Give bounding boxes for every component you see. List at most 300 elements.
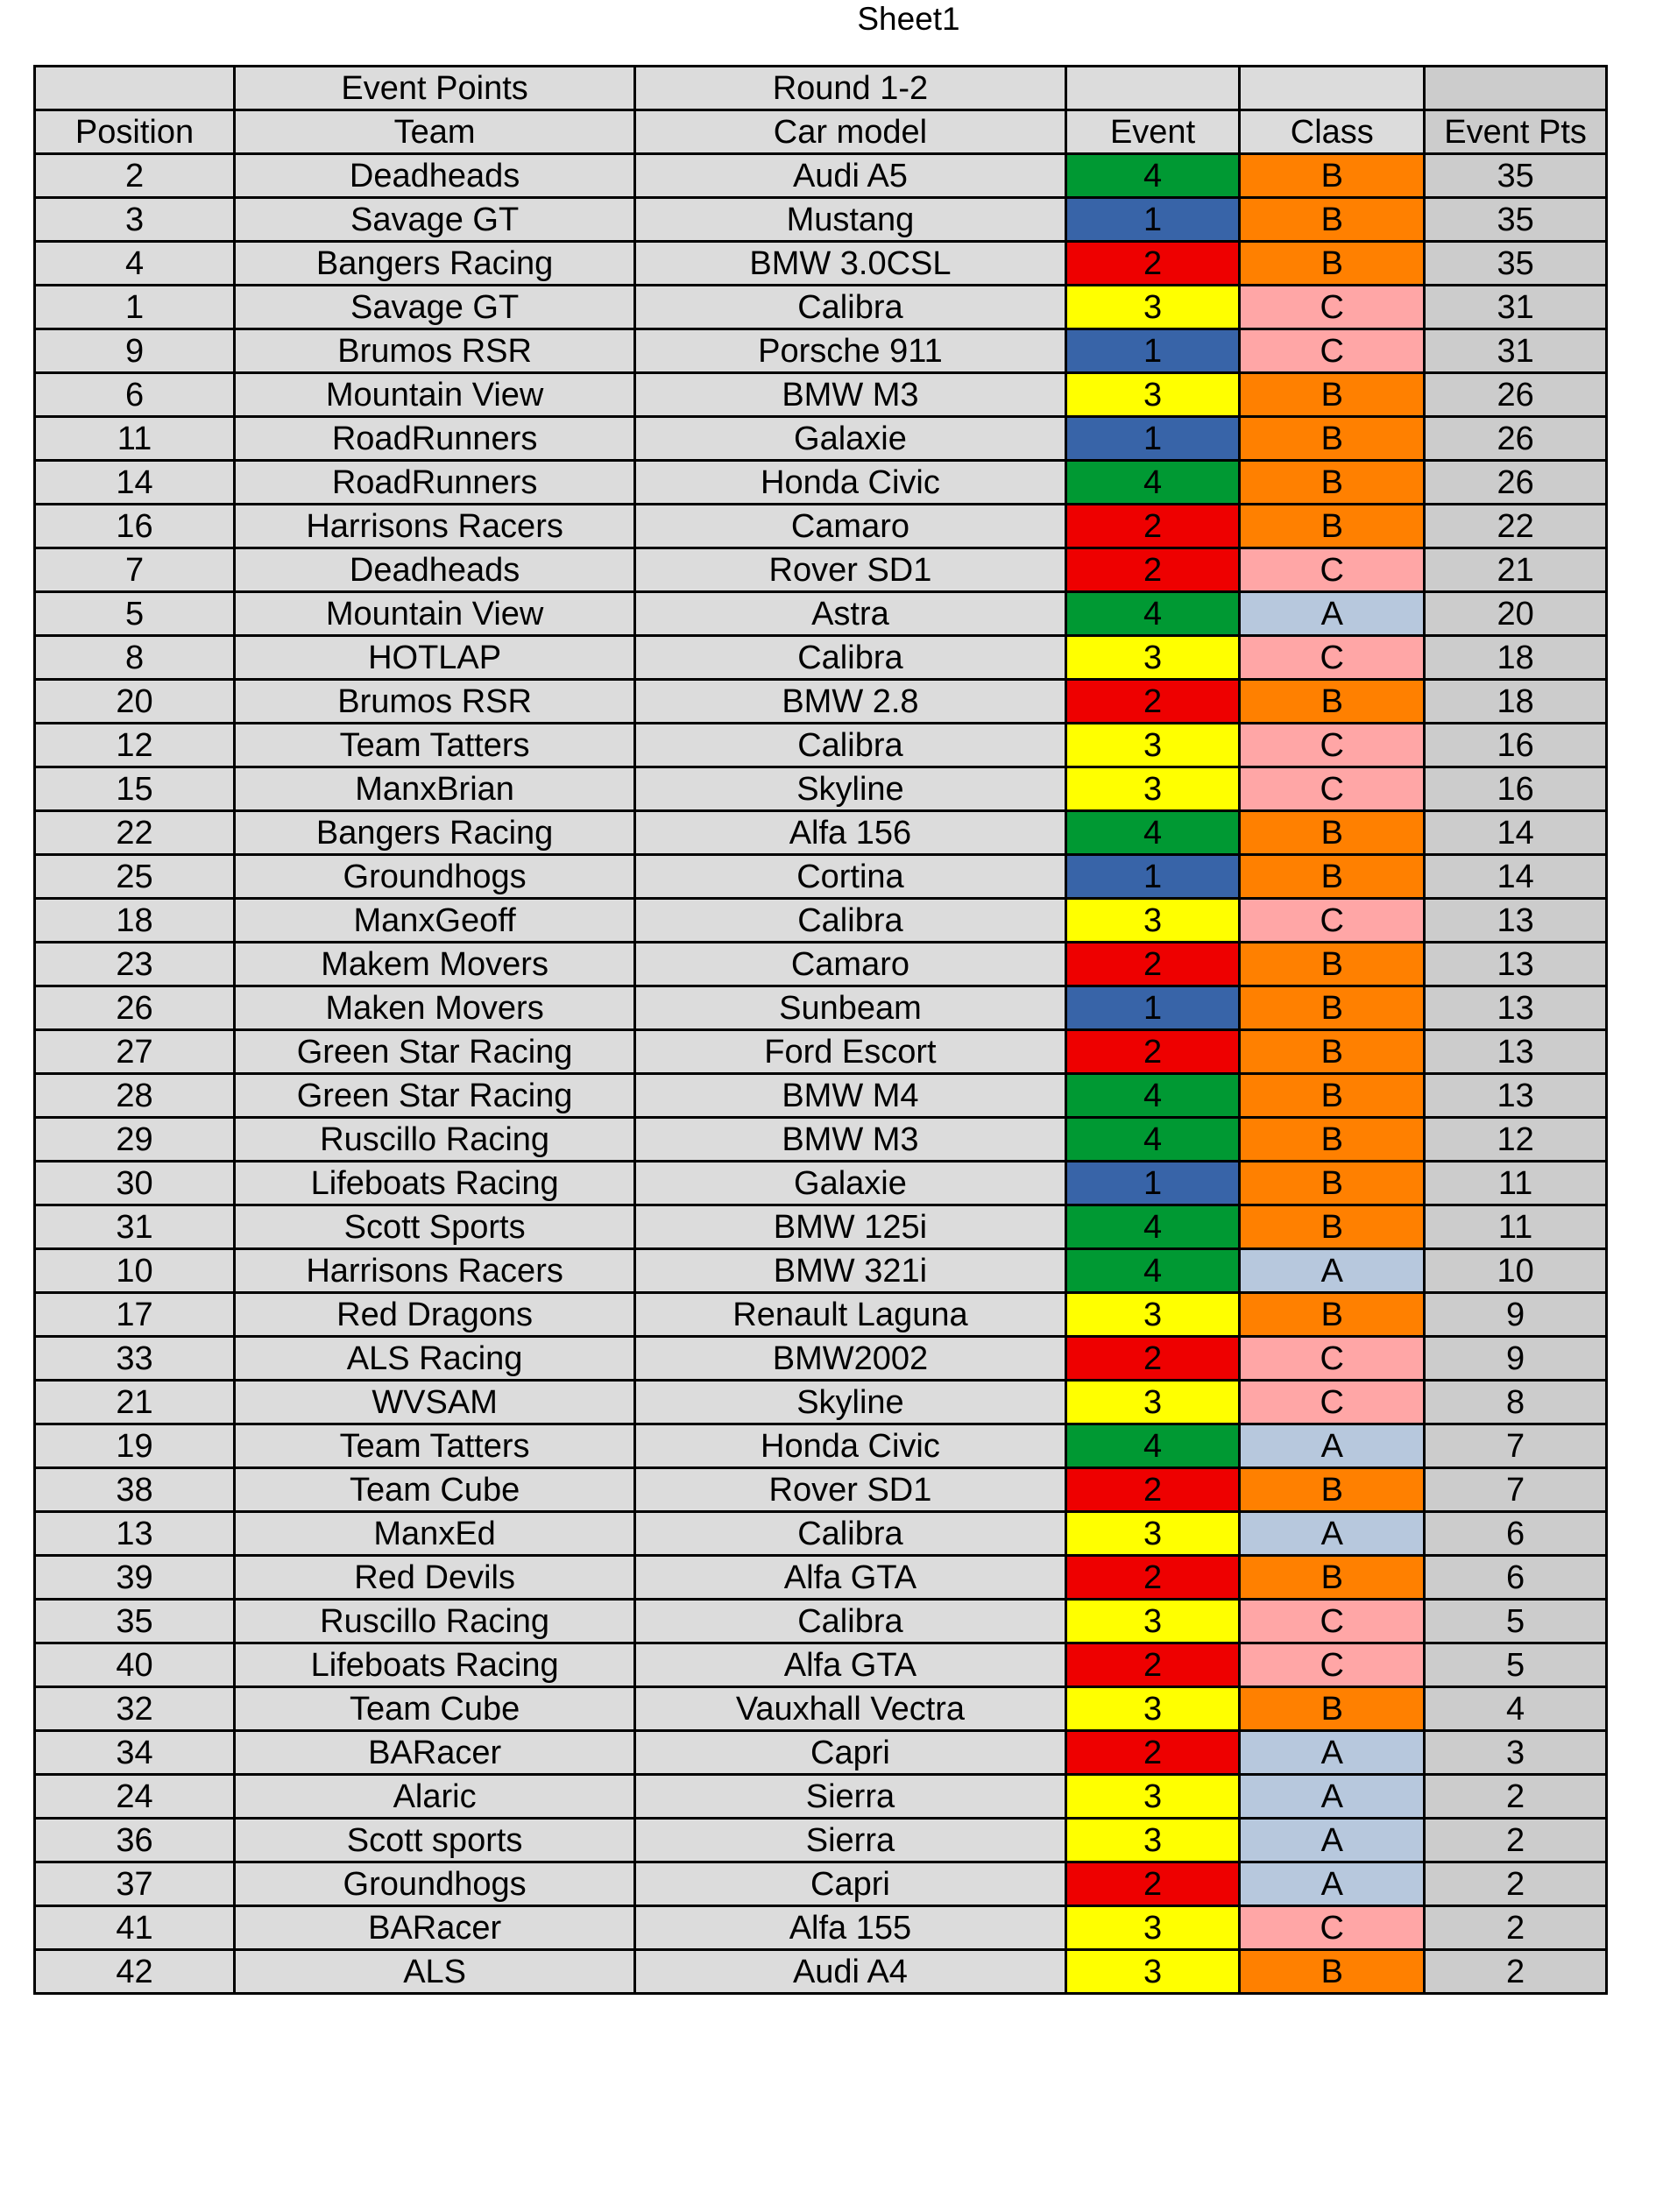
class-cell: A	[1240, 1862, 1425, 1906]
team-cell: ManxEd	[235, 1512, 635, 1556]
position-cell: 24	[35, 1775, 235, 1819]
event-cell: 1	[1065, 198, 1240, 242]
class-cell: B	[1240, 1293, 1425, 1337]
car-model-cell: Skyline	[635, 767, 1066, 811]
table-row	[35, 1118, 1607, 1162]
class-cell: B	[1240, 1118, 1425, 1162]
car-model-cell: Rover SD1	[635, 548, 1066, 592]
position-cell: 31	[35, 1205, 235, 1249]
event-cell: 4	[1065, 1074, 1240, 1118]
header-cell-blank	[35, 67, 235, 110]
car-model-cell: BMW M3	[635, 1118, 1066, 1162]
event-cell: 2	[1065, 548, 1240, 592]
class-cell: B	[1240, 1687, 1425, 1731]
car-model-cell: Porsche 911	[635, 329, 1066, 373]
car-model-cell: Calibra	[635, 724, 1066, 767]
class-cell: C	[1240, 286, 1425, 329]
event-cell: 3	[1065, 1950, 1240, 1994]
car-model-cell: Camaro	[635, 505, 1066, 548]
event-pts-cell: 35	[1425, 242, 1607, 286]
event-cell: 1	[1065, 329, 1240, 373]
standings-table	[33, 65, 1608, 1995]
position-cell: 5	[35, 592, 235, 636]
table-row	[35, 592, 1607, 636]
event-pts-cell: 31	[1425, 329, 1607, 373]
event-pts-cell: 11	[1425, 1205, 1607, 1249]
class-cell: A	[1240, 1775, 1425, 1819]
class-cell: C	[1240, 1643, 1425, 1687]
table-row	[35, 1512, 1607, 1556]
car-model-cell: Capri	[635, 1862, 1066, 1906]
event-pts-cell: 26	[1425, 373, 1607, 417]
event-pts-cell: 7	[1425, 1424, 1607, 1468]
team-cell: Mountain View	[235, 592, 635, 636]
class-cell: B	[1240, 242, 1425, 286]
car-model-cell: Sunbeam	[635, 986, 1066, 1030]
team-cell: Red Devils	[235, 1556, 635, 1600]
position-cell: 3	[35, 198, 235, 242]
table-row	[35, 1643, 1607, 1687]
event-pts-cell: 3	[1425, 1731, 1607, 1775]
team-cell: WVSAM	[235, 1381, 635, 1424]
team-cell: Team Cube	[235, 1468, 635, 1512]
position-cell: 17	[35, 1293, 235, 1337]
table-row	[35, 1162, 1607, 1205]
team-cell: Harrisons Racers	[235, 1249, 635, 1293]
position-cell: 38	[35, 1468, 235, 1512]
table-row	[35, 1468, 1607, 1512]
event-pts-cell: 5	[1425, 1600, 1607, 1643]
event-pts-cell: 35	[1425, 198, 1607, 242]
table-row	[35, 1556, 1607, 1600]
event-cell: 4	[1065, 592, 1240, 636]
position-cell: 20	[35, 680, 235, 724]
car-model-cell: Alfa 156	[635, 811, 1066, 855]
event-pts-cell: 13	[1425, 943, 1607, 986]
event-cell: 3	[1065, 1819, 1240, 1862]
position-cell: 40	[35, 1643, 235, 1687]
event-cell: 3	[1065, 1293, 1240, 1337]
car-model-cell: Sierra	[635, 1775, 1066, 1819]
event-pts-cell: 6	[1425, 1512, 1607, 1556]
table-row	[35, 1775, 1607, 1819]
table-row	[35, 548, 1607, 592]
event-cell: 3	[1065, 724, 1240, 767]
table-row	[35, 1074, 1607, 1118]
event-cell: 2	[1065, 1556, 1240, 1600]
team-cell: Groundhogs	[235, 855, 635, 899]
event-cell: 2	[1065, 1862, 1240, 1906]
table-row	[35, 198, 1607, 242]
table-row	[35, 154, 1607, 198]
event-cell: 2	[1065, 242, 1240, 286]
team-cell: Scott Sports	[235, 1205, 635, 1249]
table-row	[35, 680, 1607, 724]
event-cell: 4	[1065, 154, 1240, 198]
table-row	[35, 286, 1607, 329]
event-pts-cell: 13	[1425, 899, 1607, 943]
class-cell: A	[1240, 1512, 1425, 1556]
class-cell: B	[1240, 1556, 1425, 1600]
class-cell: B	[1240, 1468, 1425, 1512]
team-cell: Savage GT	[235, 198, 635, 242]
car-model-cell: Calibra	[635, 636, 1066, 680]
event-pts-cell: 26	[1425, 461, 1607, 505]
team-cell: Ruscillo Racing	[235, 1600, 635, 1643]
position-cell: 37	[35, 1862, 235, 1906]
team-cell: Maken Movers	[235, 986, 635, 1030]
class-cell: C	[1240, 548, 1425, 592]
table-row	[35, 943, 1607, 986]
event-pts-cell: 5	[1425, 1643, 1607, 1687]
team-cell: Brumos RSR	[235, 680, 635, 724]
car-model-cell: Alfa GTA	[635, 1643, 1066, 1687]
table-row	[35, 1906, 1607, 1950]
position-cell: 28	[35, 1074, 235, 1118]
column-header-car-model: Car model	[635, 110, 1066, 154]
event-cell: 1	[1065, 1162, 1240, 1205]
column-header-team: Team	[235, 110, 635, 154]
class-cell: B	[1240, 417, 1425, 461]
class-cell: B	[1240, 198, 1425, 242]
table-row	[35, 767, 1607, 811]
table-row	[35, 724, 1607, 767]
position-cell: 6	[35, 373, 235, 417]
car-model-cell: Audi A5	[635, 154, 1066, 198]
event-cell: 2	[1065, 1337, 1240, 1381]
column-header-event-pts: Event Pts	[1425, 110, 1607, 154]
table-row	[35, 1600, 1607, 1643]
table-row	[35, 505, 1607, 548]
class-cell: C	[1240, 724, 1425, 767]
position-cell: 19	[35, 1424, 235, 1468]
class-cell: A	[1240, 1731, 1425, 1775]
team-cell: Makem Movers	[235, 943, 635, 986]
position-cell: 21	[35, 1381, 235, 1424]
car-model-cell: BMW M3	[635, 373, 1066, 417]
event-pts-cell: 6	[1425, 1556, 1607, 1600]
class-cell: B	[1240, 811, 1425, 855]
class-cell: B	[1240, 680, 1425, 724]
position-cell: 36	[35, 1819, 235, 1862]
event-cell: 4	[1065, 1249, 1240, 1293]
team-cell: Team Tatters	[235, 1424, 635, 1468]
event-cell: 3	[1065, 1906, 1240, 1950]
column-header-class: Class	[1240, 110, 1425, 154]
car-model-cell: Renault Laguna	[635, 1293, 1066, 1337]
event-pts-cell: 13	[1425, 1030, 1607, 1074]
event-pts-cell: 11	[1425, 1162, 1607, 1205]
class-cell: A	[1240, 1819, 1425, 1862]
position-cell: 14	[35, 461, 235, 505]
car-model-cell: Camaro	[635, 943, 1066, 986]
event-pts-cell: 7	[1425, 1468, 1607, 1512]
class-cell: C	[1240, 1906, 1425, 1950]
column-header-event: Event	[1065, 110, 1240, 154]
header-cell-blank	[1065, 67, 1240, 110]
event-pts-cell: 2	[1425, 1950, 1607, 1994]
position-cell: 23	[35, 943, 235, 986]
class-cell: B	[1240, 986, 1425, 1030]
event-cell: 1	[1065, 417, 1240, 461]
car-model-cell: BMW 321i	[635, 1249, 1066, 1293]
event-cell: 3	[1065, 373, 1240, 417]
table-row	[35, 329, 1607, 373]
event-cell: 3	[1065, 1381, 1240, 1424]
position-cell: 26	[35, 986, 235, 1030]
team-cell: Deadheads	[235, 548, 635, 592]
event-cell: 3	[1065, 1775, 1240, 1819]
event-pts-cell: 26	[1425, 417, 1607, 461]
class-cell: C	[1240, 899, 1425, 943]
team-cell: BARacer	[235, 1906, 635, 1950]
class-cell: B	[1240, 1950, 1425, 1994]
team-cell: Red Dragons	[235, 1293, 635, 1337]
team-cell: ManxBrian	[235, 767, 635, 811]
car-model-cell: Vauxhall Vectra	[635, 1687, 1066, 1731]
header-row-columns	[35, 110, 1607, 154]
team-cell: Deadheads	[235, 154, 635, 198]
team-cell: Team Tatters	[235, 724, 635, 767]
team-cell: HOTLAP	[235, 636, 635, 680]
table-row	[35, 1424, 1607, 1468]
event-pts-cell: 35	[1425, 154, 1607, 198]
event-cell: 4	[1065, 1118, 1240, 1162]
class-cell: B	[1240, 1074, 1425, 1118]
class-cell: B	[1240, 943, 1425, 986]
table-row	[35, 899, 1607, 943]
position-cell: 22	[35, 811, 235, 855]
class-cell: C	[1240, 1600, 1425, 1643]
team-cell: Scott sports	[235, 1819, 635, 1862]
class-cell: B	[1240, 1205, 1425, 1249]
event-pts-cell: 13	[1425, 986, 1607, 1030]
team-cell: RoadRunners	[235, 461, 635, 505]
team-cell: Bangers Racing	[235, 242, 635, 286]
car-model-cell: Astra	[635, 592, 1066, 636]
table-row	[35, 242, 1607, 286]
position-cell: 27	[35, 1030, 235, 1074]
sheet-title: Sheet1	[857, 1, 960, 37]
standings-body	[35, 67, 1607, 1994]
car-model-cell: BMW 125i	[635, 1205, 1066, 1249]
header-cell-blank	[1240, 67, 1425, 110]
event-cell: 2	[1065, 1468, 1240, 1512]
team-cell: Ruscillo Racing	[235, 1118, 635, 1162]
event-pts-cell: 20	[1425, 592, 1607, 636]
table-row	[35, 1030, 1607, 1074]
position-cell: 30	[35, 1162, 235, 1205]
position-cell: 35	[35, 1600, 235, 1643]
team-cell: Harrisons Racers	[235, 505, 635, 548]
team-cell: Green Star Racing	[235, 1030, 635, 1074]
car-model-cell: Calibra	[635, 899, 1066, 943]
event-cell: 2	[1065, 1030, 1240, 1074]
team-cell: Team Cube	[235, 1687, 635, 1731]
event-cell: 2	[1065, 1731, 1240, 1775]
position-cell: 34	[35, 1731, 235, 1775]
position-cell: 41	[35, 1906, 235, 1950]
car-model-cell: Calibra	[635, 1600, 1066, 1643]
car-model-cell: Rover SD1	[635, 1468, 1066, 1512]
event-pts-cell: 9	[1425, 1293, 1607, 1337]
position-cell: 13	[35, 1512, 235, 1556]
event-cell: 1	[1065, 986, 1240, 1030]
class-cell: B	[1240, 1030, 1425, 1074]
event-pts-cell: 8	[1425, 1381, 1607, 1424]
position-cell: 29	[35, 1118, 235, 1162]
position-cell: 11	[35, 417, 235, 461]
position-cell: 1	[35, 286, 235, 329]
table-row	[35, 1293, 1607, 1337]
event-cell: 2	[1065, 680, 1240, 724]
table-row	[35, 1819, 1607, 1862]
table-row	[35, 1205, 1607, 1249]
event-cell: 4	[1065, 1205, 1240, 1249]
position-cell: 7	[35, 548, 235, 592]
event-cell: 2	[1065, 943, 1240, 986]
table-row	[35, 1381, 1607, 1424]
event-cell: 3	[1065, 1600, 1240, 1643]
car-model-cell: Calibra	[635, 286, 1066, 329]
position-cell: 10	[35, 1249, 235, 1293]
event-pts-cell: 22	[1425, 505, 1607, 548]
event-pts-cell: 10	[1425, 1249, 1607, 1293]
car-model-cell: BMW2002	[635, 1337, 1066, 1381]
table-row	[35, 373, 1607, 417]
position-cell: 33	[35, 1337, 235, 1381]
car-model-cell: Ford Escort	[635, 1030, 1066, 1074]
team-cell: RoadRunners	[235, 417, 635, 461]
car-model-cell: Alfa 155	[635, 1906, 1066, 1950]
team-cell: Groundhogs	[235, 1862, 635, 1906]
event-cell: 2	[1065, 1643, 1240, 1687]
table-row	[35, 636, 1607, 680]
class-cell: B	[1240, 154, 1425, 198]
event-pts-cell: 2	[1425, 1906, 1607, 1950]
class-cell: C	[1240, 1381, 1425, 1424]
table-row	[35, 1687, 1607, 1731]
car-model-cell: Sierra	[635, 1819, 1066, 1862]
position-cell: 32	[35, 1687, 235, 1731]
car-model-cell: BMW 3.0CSL	[635, 242, 1066, 286]
event-pts-cell: 13	[1425, 1074, 1607, 1118]
table-row	[35, 1337, 1607, 1381]
car-model-cell: Audi A4	[635, 1950, 1066, 1994]
header-cell-event-points: Event Points	[235, 67, 635, 110]
header-row-top	[35, 67, 1607, 110]
event-cell: 4	[1065, 811, 1240, 855]
team-cell: BARacer	[235, 1731, 635, 1775]
team-cell: Green Star Racing	[235, 1074, 635, 1118]
event-pts-cell: 31	[1425, 286, 1607, 329]
class-cell: B	[1240, 505, 1425, 548]
car-model-cell: Galaxie	[635, 417, 1066, 461]
class-cell: B	[1240, 373, 1425, 417]
event-pts-cell: 4	[1425, 1687, 1607, 1731]
event-pts-cell: 18	[1425, 636, 1607, 680]
column-header-position: Position	[35, 110, 235, 154]
class-cell: C	[1240, 636, 1425, 680]
event-cell: 4	[1065, 1424, 1240, 1468]
car-model-cell: BMW M4	[635, 1074, 1066, 1118]
position-cell: 2	[35, 154, 235, 198]
class-cell: B	[1240, 855, 1425, 899]
event-pts-cell: 2	[1425, 1819, 1607, 1862]
car-model-cell: Alfa GTA	[635, 1556, 1066, 1600]
event-cell: 4	[1065, 461, 1240, 505]
car-model-cell: Capri	[635, 1731, 1066, 1775]
position-cell: 9	[35, 329, 235, 373]
table-row	[35, 986, 1607, 1030]
position-cell: 4	[35, 242, 235, 286]
event-pts-cell: 21	[1425, 548, 1607, 592]
class-cell: A	[1240, 1249, 1425, 1293]
class-cell: B	[1240, 1162, 1425, 1205]
event-pts-cell: 14	[1425, 855, 1607, 899]
event-cell: 3	[1065, 767, 1240, 811]
team-cell: Mountain View	[235, 373, 635, 417]
car-model-cell: Skyline	[635, 1381, 1066, 1424]
event-cell: 3	[1065, 636, 1240, 680]
class-cell: C	[1240, 329, 1425, 373]
table-row	[35, 1862, 1607, 1906]
table-row	[35, 1249, 1607, 1293]
position-cell: 8	[35, 636, 235, 680]
table-row	[35, 855, 1607, 899]
event-pts-cell: 16	[1425, 724, 1607, 767]
position-cell: 42	[35, 1950, 235, 1994]
event-pts-cell: 12	[1425, 1118, 1607, 1162]
event-cell: 3	[1065, 286, 1240, 329]
event-cell: 1	[1065, 855, 1240, 899]
team-cell: Lifeboats Racing	[235, 1643, 635, 1687]
event-pts-cell: 18	[1425, 680, 1607, 724]
position-cell: 12	[35, 724, 235, 767]
position-cell: 18	[35, 899, 235, 943]
car-model-cell: Mustang	[635, 198, 1066, 242]
class-cell: A	[1240, 592, 1425, 636]
class-cell: C	[1240, 767, 1425, 811]
car-model-cell: Honda Civic	[635, 461, 1066, 505]
team-cell: ManxGeoff	[235, 899, 635, 943]
table-row	[35, 1731, 1607, 1775]
car-model-cell: Calibra	[635, 1512, 1066, 1556]
class-cell: A	[1240, 1424, 1425, 1468]
event-cell: 2	[1065, 505, 1240, 548]
class-cell: B	[1240, 461, 1425, 505]
event-pts-cell: 2	[1425, 1775, 1607, 1819]
table-row	[35, 1950, 1607, 1994]
event-cell: 3	[1065, 1687, 1240, 1731]
team-cell: Brumos RSR	[235, 329, 635, 373]
table-row	[35, 811, 1607, 855]
event-pts-cell: 14	[1425, 811, 1607, 855]
header-cell-round: Round 1-2	[635, 67, 1066, 110]
class-cell: C	[1240, 1337, 1425, 1381]
event-cell: 3	[1065, 1512, 1240, 1556]
team-cell: Alaric	[235, 1775, 635, 1819]
team-cell: ALS Racing	[235, 1337, 635, 1381]
car-model-cell: Galaxie	[635, 1162, 1066, 1205]
header-cell-blank	[1425, 67, 1607, 110]
team-cell: Savage GT	[235, 286, 635, 329]
event-pts-cell: 16	[1425, 767, 1607, 811]
team-cell: Lifeboats Racing	[235, 1162, 635, 1205]
team-cell: ALS	[235, 1950, 635, 1994]
car-model-cell: BMW 2.8	[635, 680, 1066, 724]
event-pts-cell: 2	[1425, 1862, 1607, 1906]
